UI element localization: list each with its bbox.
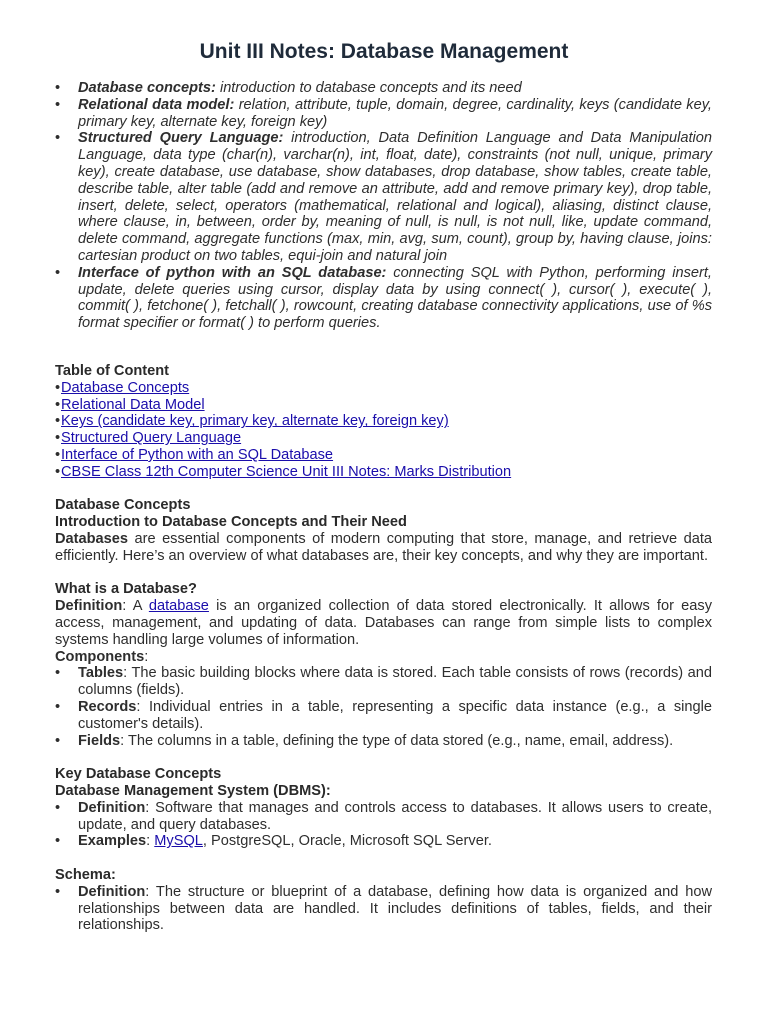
toc-link-relational-data-model[interactable]: Relational Data Model <box>61 396 205 413</box>
syllabus-item-label: Interface of python with an SQL database: <box>78 264 387 281</box>
bullet-icon: • <box>55 883 61 900</box>
list-item-text: : Individual entries in a table, representing a specific data instance (e.g., a single customer's details). <box>78 698 712 732</box>
toc-link-structured-query-language[interactable]: Structured Query Language <box>61 430 242 447</box>
key-concepts-heading: Key Database Concepts <box>55 766 222 783</box>
syllabus-item <box>55 97 712 131</box>
bullet-icon: • <box>55 732 61 749</box>
syllabus-item <box>55 80 712 97</box>
components-colon: : <box>144 648 149 665</box>
definition-label: Definition <box>55 598 123 615</box>
database-link[interactable]: database <box>148 598 209 615</box>
definition-paragraph <box>55 598 712 648</box>
syllabus-item-label: Relational data model: <box>78 96 235 113</box>
list-item-label: Tables <box>78 665 124 682</box>
dbms-heading: Database Management System (DBMS): <box>55 782 331 799</box>
bullet-icon: • <box>55 463 61 480</box>
list-item-text: : Software that manages and controls access to databases. It allows users to create, update, and query databases. <box>78 799 712 833</box>
list-item <box>55 733 712 750</box>
list-item-label: Examples <box>78 833 147 850</box>
toc-item <box>55 413 712 430</box>
bullet-icon: • <box>55 80 61 96</box>
list-item-text: : The structure or blueprint of a database, defining how data is organized and how relationships between data are handled. It includes definitions of tables, fields, and their relationships. <box>78 883 712 934</box>
bullet-icon: • <box>55 264 61 281</box>
toc-link-database-concepts[interactable]: Database Concepts <box>61 379 190 396</box>
list-item-label: Fields <box>78 732 121 749</box>
intro-paragraph <box>55 531 712 565</box>
syllabus-list <box>55 80 712 332</box>
bullet-icon: • <box>55 396 61 413</box>
mysql-link[interactable]: MySQL <box>154 833 203 850</box>
article-body <box>55 363 712 934</box>
syllabus-item-text: relation, attribute, tuple, domain, degree, cardinality, keys (candidate key, primary key, alternate key, foreign key) <box>78 96 712 130</box>
examples-colon: : <box>146 833 155 850</box>
list-item <box>55 800 712 834</box>
bullet-icon: • <box>55 833 61 850</box>
intro-text: are essential components of modern computing that store, manage, and retrieve data efficiently. Here’s an overview of what databases are, their key concepts, and why they are important. <box>55 530 712 564</box>
list-item <box>55 884 712 934</box>
list-item <box>55 833 712 850</box>
section-subheading: Introduction to Database Concepts and Their Need <box>55 514 407 531</box>
toc-link-marks-distribution[interactable]: CBSE Class 12th Computer Science Unit III Notes: Marks Distribution <box>61 463 512 480</box>
syllabus-item <box>55 130 712 264</box>
components-label-line <box>55 649 712 666</box>
list-item-label: Definition <box>78 883 146 900</box>
bullet-icon: • <box>55 413 61 430</box>
syllabus-item-text: introduction to database concepts and its need <box>215 80 522 96</box>
bullet-icon: • <box>55 698 61 715</box>
intro-bold: Databases <box>55 530 129 547</box>
toc-link-python-sql-interface[interactable]: Interface of Python with an SQL Database <box>61 446 334 463</box>
syllabus-item-label: Database concepts: <box>78 80 216 96</box>
list-item <box>55 665 712 699</box>
definition-text: is an organized collection of data stored electronically. It allows for easy access, management, and updating of data. Databases can range from simple lists to complex systems handling large volumes of information. <box>55 598 712 648</box>
examples-rest: , PostgreSQL, Oracle, Microsoft SQL Server. <box>202 833 492 850</box>
bullet-icon: • <box>55 665 61 682</box>
bullet-icon: • <box>55 799 61 816</box>
section-heading: Database Concepts <box>55 497 191 514</box>
syllabus-item-text: connecting SQL with Python, performing insert, update, delete queries using cursor, display data by using connect( ), cursor( ), execute( ), commit( ), fetchone( ), fetchall( ), rowcount, creating database connectivity applications, use of %s format specifier or format( ) to perform queries. <box>78 264 712 332</box>
components-label: Components <box>55 648 145 665</box>
what-is-heading: What is a Database? <box>55 581 197 598</box>
toc-item <box>55 447 712 464</box>
bullet-icon: • <box>55 430 61 447</box>
page-title: Unit III Notes: Database Management <box>199 40 569 63</box>
syllabus-item-label: Structured Query Language: <box>78 130 284 147</box>
definition-pre: : A <box>122 598 149 615</box>
bullet-icon: • <box>55 379 61 396</box>
toc-heading: Table of Content <box>55 363 170 379</box>
bullet-icon: • <box>55 96 61 113</box>
list-item-text: : The basic building blocks where data is stored. Each table consists of rows (records) and columns (fields). <box>78 665 712 699</box>
list-item <box>55 699 712 733</box>
bullet-icon: • <box>55 130 61 147</box>
toc-link-keys[interactable]: Keys (candidate key, primary key, alternate key, foreign key) <box>61 413 449 430</box>
bullet-icon: • <box>55 446 61 463</box>
list-item-label: Records <box>78 698 137 715</box>
schema-heading: Schema: <box>55 866 116 883</box>
toc-item <box>55 464 712 481</box>
list-item-label: Definition <box>78 799 146 816</box>
syllabus-item <box>55 265 712 332</box>
syllabus-item-text: introduction, Data Definition Language and Data Manipulation Language, data type (char(n), varchar(n), int, float, date), constraints (not null, unique, primary key), create database, use database, show databases, drop database, show tables, create table, describe table, alter table (add and remove an attribute, add and remove primary key), drop table, insert, delete, select, operators (mathematical, relational and logical), aliasing, distinct clause, where clause, in, between, order by, meaning of null, is null, is not null, like, update command, delete command, aggregate functions (max, min, avg, sum, count), group by, having clause, joins: cartesian product on two tables, equi-join and natural join <box>78 130 712 264</box>
list-item-text: : The columns in a table, defining the type of data stored (e.g., name, email, address). <box>120 732 674 749</box>
toc-item <box>55 430 712 447</box>
toc-item <box>55 397 712 414</box>
toc-item <box>55 380 712 397</box>
